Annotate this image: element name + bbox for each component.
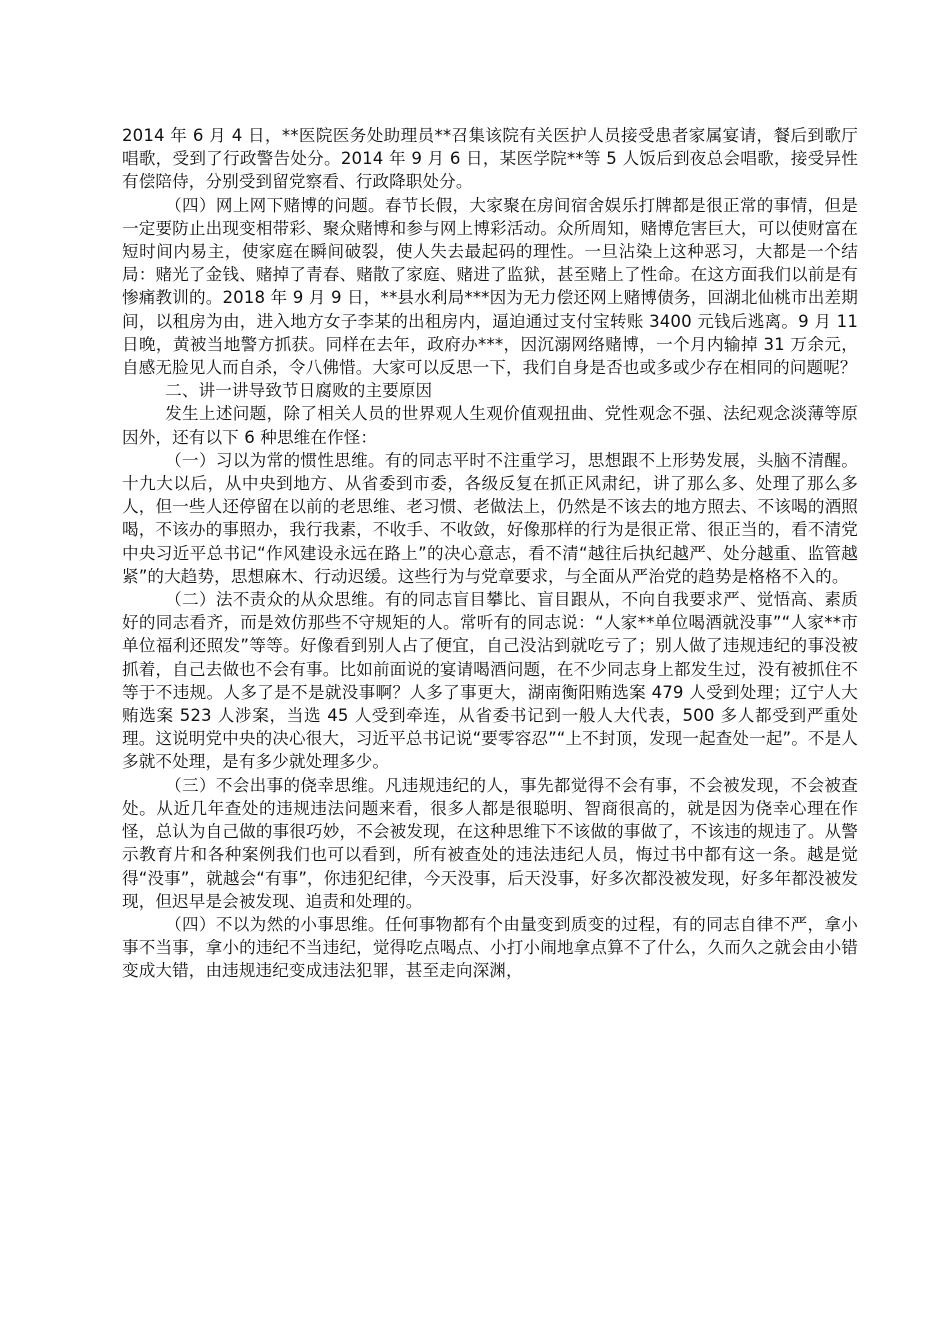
paragraph-herd-thinking: （二）法不责众的从众思维。有的同志盲目攀比、盲目跟从，不向自我要求严、觉悟高、素质好的同志看齐，而是效仿那些不守规矩的人。常听有的同志说：“人家**单位喝酒就没事”“人家**市单位福利还照发”等等。好像看到别人占了便宜，自己没沾到就吃亏了；别人做了违规违纪的事没被抓着，自己去做也不会有事。比如前面说的宴请喝酒问题，在不少同志身上都发生过，没有被抓住不等于不违规。人多了是不是就没事啊？人多了事更大，湖南衡阳贿选案 479 人受到处理；辽宁人大贿选案 523 人涉案，当选 45 人受到牵连，从省委书记到一般人大代表，500 多人都受到严重处理。这说明党中央的决心很大，习近平总书记说“要零容忍”“上不封顶，发现一起查处一起”。不是人多就不处理，是有多少就处理多少。 bbox=[122, 590, 858, 772]
paragraph-causes-intro: 发生上述问题，除了相关人员的世界观人生观价值观扭曲、党性观念不强、法纪观念淡薄等原因外，还有以下 6 种思维在作怪： bbox=[122, 404, 858, 447]
paragraph-habitual-thinking: （一）习以为常的惯性思维。有的同志平时不注重学习，思想跟不上形势发展，头脑不清醒。十九大以后，从中央到地方、从省委到市委，各级反复在抓正风肃纪，讲了那么多、处理了那么多人，但一些人还停留在以前的老思维、老习惯、老做法上，仍然是不该去的地方照去、不该喝的酒照喝，不该办的事照办，我行我素，不收手、不收敛，好像那样的行为是很正常、很正当的，看不清党中央习近平总书记“作风建设永远在路上”的决心意志，看不清“越往后执纪越严、处分越重、监管越紧”的大趋势，思想麻木、行动迟缓。这些行为与党章要求，与全面从严治党的趋势是格格不入的。 bbox=[122, 450, 858, 586]
document-page bbox=[122, 124, 858, 983]
paragraph-gambling-issue: （四）网上网下赌博的问题。春节长假，大家聚在房间宿舍娱乐打牌都是很正常的事情，但是一定要防止出现变相带彩、聚众赌博和参与网上博彩活动。众所周知，赌博危害巨大，可以使财富在短时间内易主，使家庭在瞬间破裂，使人失去最起码的理性。一旦沾染上这种恶习，大都是一个结局：赌光了金钱、赌掉了青春、赌散了家庭、赌进了监狱，甚至赌上了性命。在这方面我们以前是有惨痛教训的。2018 年 9 月 9 日，**县水利局***因为无力偿还网上赌博债务，回湖北仙桃市出差期间，以租房为由，进入地方女子李某的出租房内，逼迫通过支付宝转账 3400 元钱后逃离。9 月 11 日晚，黄被当地警方抓获。同样在去年，政府办***，因沉溺网络赌博，一个月内输掉 31 万余元，自感无脸见人而自杀，令八佛惜。大家可以反思一下，我们自身是否也或多或少存在相同的问题呢？ bbox=[122, 195, 858, 378]
paragraph-case-summary: 2014 年 6 月 4 日，**医院医务处助理员**召集该院有关医护人员接受患者家属宴请，餐后到歌厅唱歌，受到了行政警告处分。2014 年 9 月 6 日，某医学院**等 5 人饭后到夜总会唱歌，接受异性有偿陪侍，分别受到留党察看、行政降职处分。 bbox=[122, 126, 858, 192]
section-heading-causes: 二、讲一讲导致节日腐败的主要原因 bbox=[165, 381, 433, 401]
paragraph-minor-matter-thinking: （四）不以为然的小事思维。任何事物都有个由量变到质变的过程，有的同志自律不严，拿小事不当事，拿小的违纪不当违纪，觉得吃点喝点、小打小闹地拿点算不了什么，久而久之就会由小错变成大错，由违规违纪变成违法犯罪，甚至走向深渊， bbox=[122, 914, 858, 981]
paragraph-luck-thinking: （三）不会出事的侥幸思维。凡违规违纪的人，事先都觉得不会有事，不会被发现，不会被查处。从近几年查处的违规违法问题来看，很多人都是很聪明、智商很高的，就是因为侥幸心理在作怪，总认为自己做的事很巧妙，不会被发现，在这种思维下不该做的事做了，不该违的规违了。从警示教育片和各种案例我们也可以看到，所有被查处的违法违纪人员，悔过书中都有这一条。越是觉得“没事”，就越会“有事”，你违犯纪律，今天没事，后天没事，好多次都没被发现，好多年都没被发现，但迟早是会被发现、追责和处理的。 bbox=[122, 775, 858, 911]
